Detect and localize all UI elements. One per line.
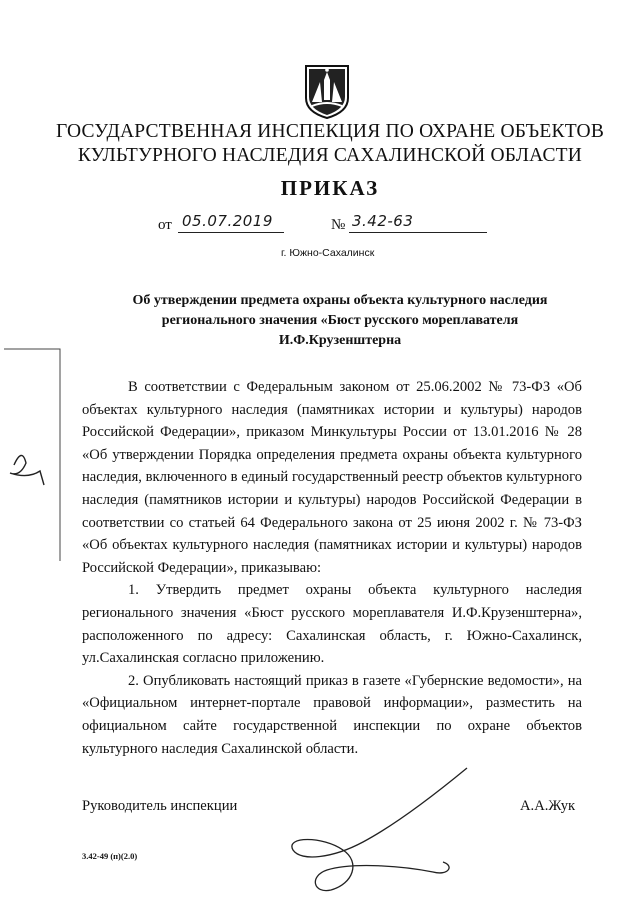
- date-prefix: от: [158, 217, 172, 233]
- date-underline: [178, 232, 284, 233]
- margin-handwritten-mark: [0, 345, 64, 565]
- signatory-name: А.А.Жук: [520, 798, 576, 814]
- organization-name-line1: ГОСУДАРСТВЕННАЯ ИНСПЕКЦИЯ ПО ОХРАНЕ ОБЪЕКТОВ: [55, 121, 605, 142]
- document-type: ПРИКАЗ: [280, 176, 380, 200]
- number-underline: [349, 232, 487, 233]
- document-code: 3.42-49 (п)(2.0): [82, 851, 138, 861]
- number-prefix: №: [331, 217, 346, 233]
- city: г. Южно-Сахалинск: [281, 247, 375, 259]
- handwritten-number: 3.42-63: [352, 212, 414, 230]
- handwritten-date: 05.07.2019: [182, 212, 273, 230]
- title-line3: И.Ф.Крузенштерна: [278, 333, 402, 348]
- body-paragraph-3: 2. Опубликовать настоящий приказ в газете «Губернские ведомости», на «Официальном интернет-портале правовой информации», разместить на официальном сайте государственной инспекции по охране объектов культурного наследия Сахалинской области.: [82, 672, 582, 757]
- title-line1: Об утверждении предмета охраны объекта культурного наследия: [132, 293, 548, 308]
- organization-name-line2: КУЛЬТУРНОГО НАСЛЕДИЯ САХАЛИНСКОЙ ОБЛАСТИ: [77, 145, 583, 166]
- document-body: [82, 376, 582, 760]
- coat-of-arms-icon: [302, 62, 352, 120]
- body-paragraph-2: 1. Утвердить предмет охраны объекта культурного наследия регионального значения «Бюст русского мореплавателя И.Ф.Крузенштерна», расположенного по адресу: Сахалинская область, г. Южно-Сахалинск, ул.Сахалинская согласно приложению.: [82, 582, 582, 667]
- handwritten-signature: [283, 766, 473, 894]
- body-paragraph-1: В соответствии с Федеральным законом от 25.06.2002 № 73-ФЗ «Об объектах культурного наследия (памятниках истории и культуры) народов Российской Федерации», приказом Минкультуры России от 13.01.2016 № 28 «Об утверждении Порядка определения предмета охраны объекта культурного наследия, включенного в единый государственный реестр объектов культурного наследия (памятников истории и культуры) народов Российской Федерации в соответствии со статьей 64 Федерального закона от 25 июня 2002 г. № 73-ФЗ «Об объектах культурного наследия (памятниках истории и культуры) народов Российской Федерации», приказываю:: [82, 379, 582, 576]
- signatory-role: Руководитель инспекции: [82, 798, 238, 814]
- title-line2: регионального значения «Бюст русского мореплавателя: [161, 313, 519, 328]
- document-title: [60, 291, 620, 351]
